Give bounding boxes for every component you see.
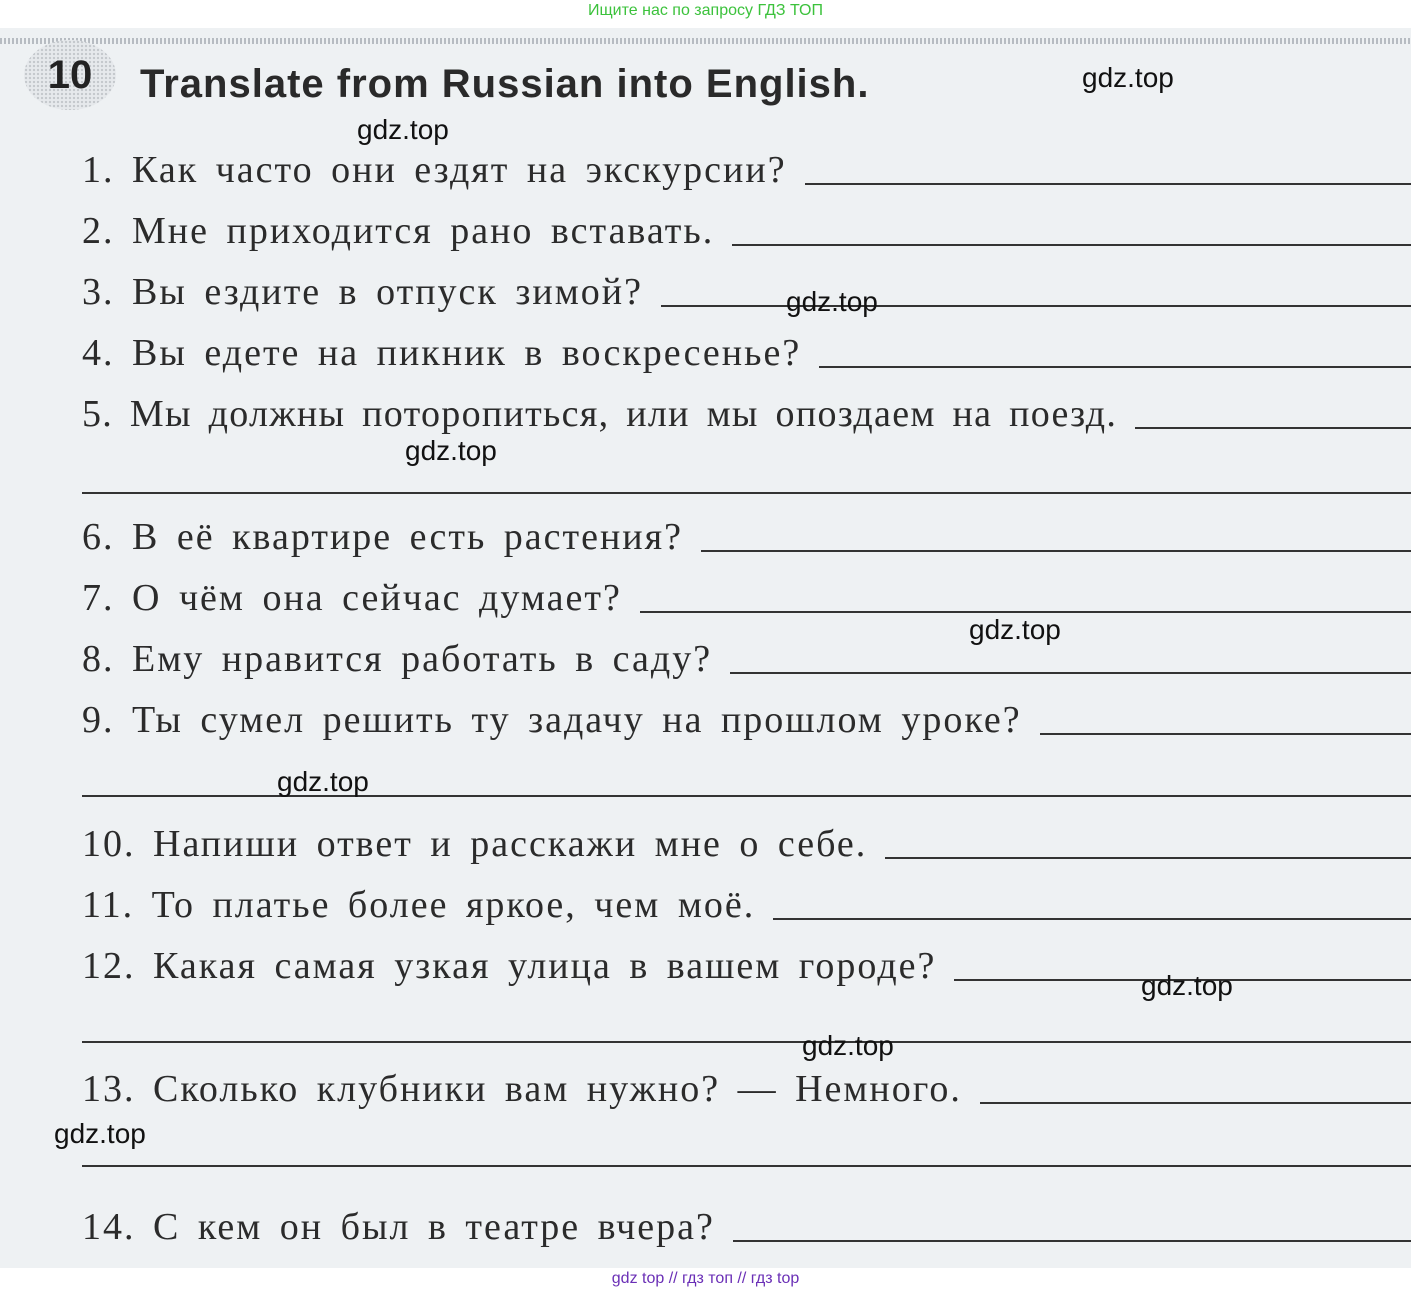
sentence-text: 6. В её квартире есть растения? xyxy=(82,516,683,558)
sentence-text: 13. Сколько клубники вам нужно? — Немного. xyxy=(82,1068,962,1110)
sentence-row xyxy=(82,514,1411,560)
answer-line[interactable] xyxy=(1135,427,1411,429)
answer-line[interactable] xyxy=(730,672,1411,674)
sentence-row xyxy=(82,882,1411,928)
exercise-number-badge: 10 xyxy=(24,40,116,110)
sentence-row xyxy=(82,575,1411,621)
workbook-page xyxy=(0,28,1411,1268)
site-search-note: Ищите нас по запросу ГДЗ ТОП xyxy=(588,2,823,19)
sentence-text: 14. С кем он был в театре вчера? xyxy=(82,1206,715,1248)
watermark: gdz.top xyxy=(54,1118,146,1149)
answer-line[interactable] xyxy=(819,366,1411,368)
watermark: gdz.top xyxy=(1141,970,1233,1001)
sentence-row xyxy=(82,147,1411,193)
sentence-text: 5. Мы должны поторопиться, или мы опоздаем на поезд. xyxy=(82,393,1118,435)
sentence-row xyxy=(82,391,1411,437)
watermark: gdz.top xyxy=(786,286,878,317)
watermark: gdz.top xyxy=(969,614,1061,645)
answer-line[interactable] xyxy=(733,1240,1411,1242)
answer-line[interactable] xyxy=(805,183,1411,185)
sentence-row xyxy=(82,697,1411,743)
sentence-text: 1. Как часто они ездят на экскурсии? xyxy=(82,149,787,191)
answer-line[interactable] xyxy=(82,1165,1411,1167)
sentence-text: 8. Ему нравится работать в саду? xyxy=(82,638,713,680)
sentence-text: 2. Мне приходится рано вставать. xyxy=(82,210,715,252)
sentence-text: 7. О чём она сейчас думает? xyxy=(82,577,622,619)
sentence-text: 9. Ты сумел решить ту задачу на прошлом уроке? xyxy=(82,699,1022,741)
answer-line[interactable] xyxy=(980,1102,1411,1104)
watermark: gdz.top xyxy=(802,1030,894,1061)
answer-line[interactable] xyxy=(82,492,1411,494)
watermark: gdz.top xyxy=(405,435,497,466)
answer-line[interactable] xyxy=(1040,733,1411,735)
sentence-row xyxy=(82,636,1411,682)
watermark: gdz.top xyxy=(357,114,449,145)
sentence-text: 4. Вы едете на пикник в воскресенье? xyxy=(82,332,802,374)
sentence-text: 12. Какая самая узкая улица в вашем городе? xyxy=(82,945,937,987)
sentence-row xyxy=(82,269,1411,315)
sentence-text: 10. Напиши ответ и расскажи мне о себе. xyxy=(82,823,868,865)
answer-line[interactable] xyxy=(701,550,1411,552)
answer-line[interactable] xyxy=(640,611,1411,613)
sentence-row xyxy=(82,330,1411,376)
sentence-text: 3. Вы ездите в отпуск зимой? xyxy=(82,271,643,313)
sentence-row xyxy=(82,208,1411,254)
watermark: gdz.top xyxy=(277,766,369,797)
answer-line[interactable] xyxy=(885,857,1411,859)
site-footer-links[interactable]: gdz top // гдз топ // гдз top xyxy=(611,1270,800,1287)
sentence-row xyxy=(82,821,1411,867)
answer-line[interactable] xyxy=(82,1041,1411,1043)
answer-line[interactable] xyxy=(732,244,1411,246)
sentence-row xyxy=(82,1066,1411,1112)
sentence-text: 11. То платье более яркое, чем моё. xyxy=(82,884,756,926)
watermark: gdz.top xyxy=(1082,62,1174,93)
exercise-title: Translate from Russian into English. xyxy=(140,62,870,106)
answer-line[interactable] xyxy=(773,918,1411,920)
sentence-row xyxy=(82,1204,1411,1250)
answer-line[interactable] xyxy=(661,305,1411,307)
